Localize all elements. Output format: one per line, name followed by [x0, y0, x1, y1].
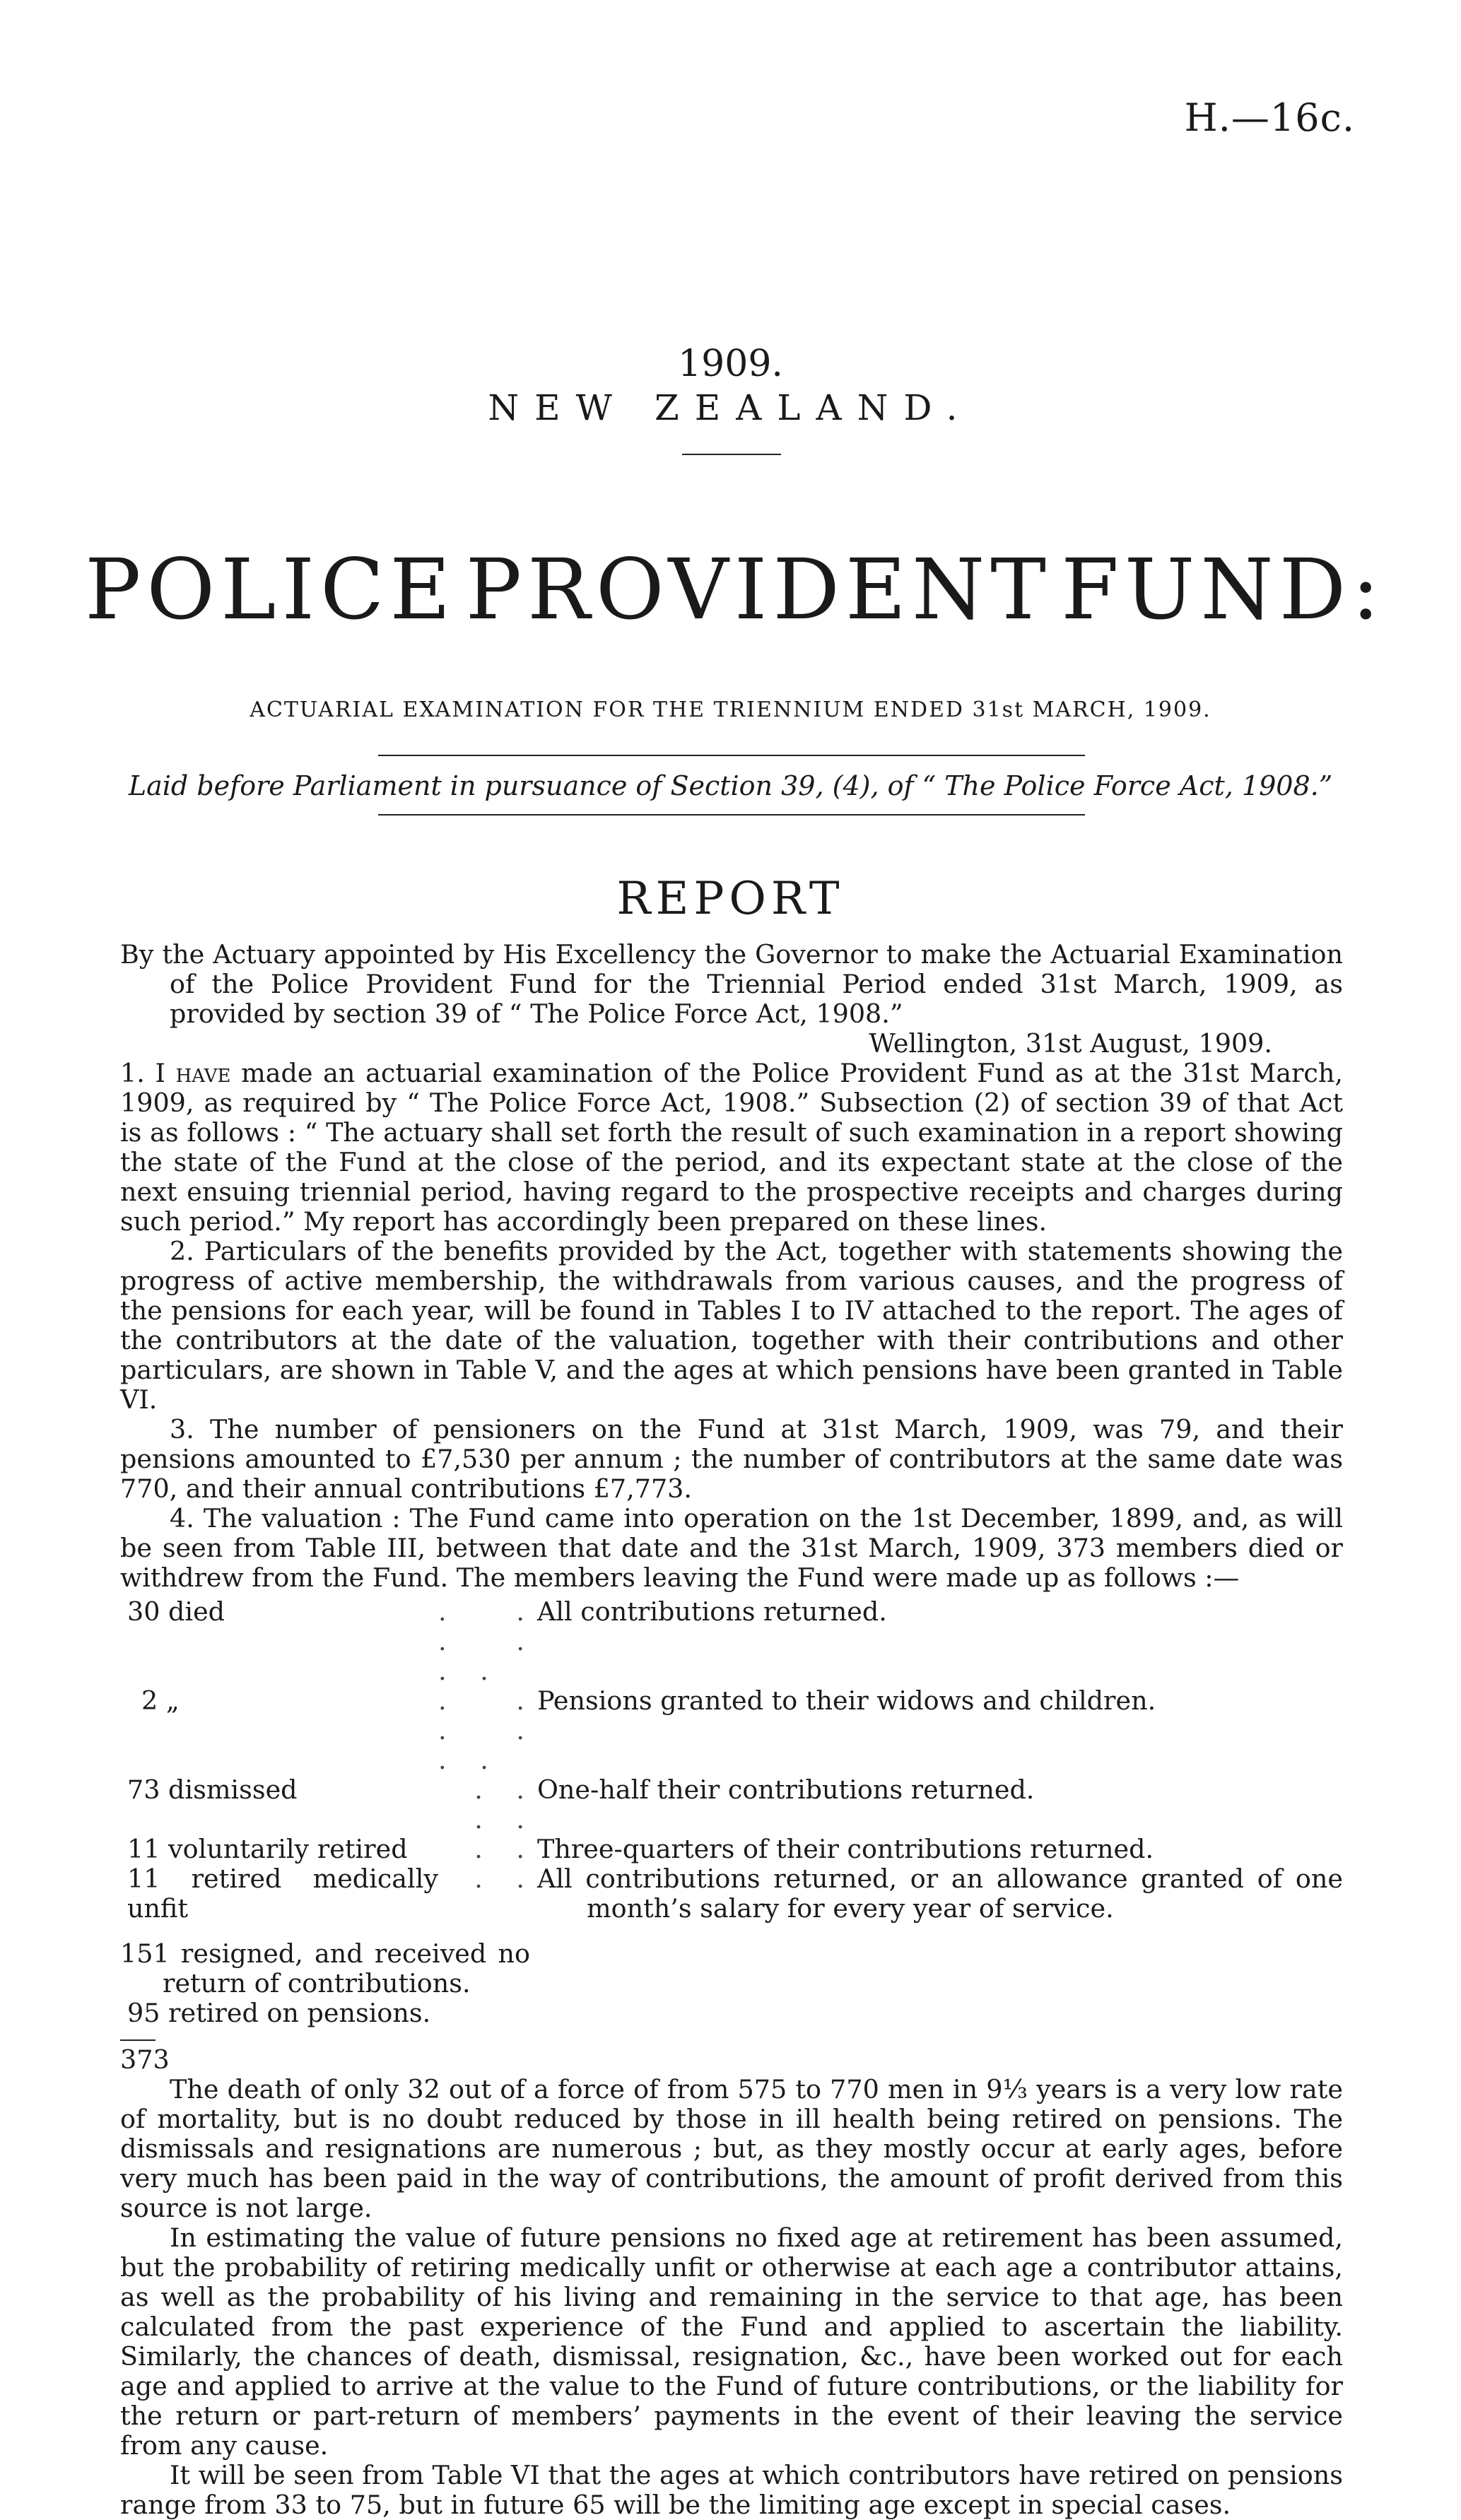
- year: 1909.: [678, 343, 783, 385]
- paragraph-4: 4. The valuation : The Fund came into operation on the 1st December, 1899, and, as will be seen from Table III, between that date and the 31st March, 1909, 373 members died or withdrew from the Fund. The members leaving the Fund were made up as follows :—: [120, 1503, 1343, 1593]
- paragraph-5: The death of only 32 out of a force of from 575 to 770 men in 9⅓ years is a very low rate of mortality, but is no doubt reduced by those in ill health being retired on pensions. The dismissals and resignations are numerous ; but, as they mostly occur at early ages, before very much has been paid in the way of contributions, the amount of profit derived from this source is not large.: [120, 2074, 1343, 2223]
- table-row: 11 retired medically unfit . . All contributions returned, or an allowance granted of one month’s salary for every year of service.: [127, 1863, 1343, 1924]
- paragraph-2: 2. Particulars of the benefits provided by the Act, together with statements showing the progress of active membership, the withdrawals from various causes, and the progress of the pensions for each year, will be found in Tables I to IV attached to the report. The ages of the contributors at the date of the valuation, together with their contributions and other particulars, are shown in Table V, and the ages at which pensions have been granted in Table VI.: [120, 1236, 1343, 1415]
- title-word-2: PROVIDENT: [465, 541, 1052, 638]
- report-body: [120, 940, 1343, 2520]
- subtitle: ACTUARIAL EXAMINATION FOR THE TRIENNIUM ENDED 31st MARCH, 1909.: [250, 697, 1211, 722]
- members-table: [120, 1597, 1343, 1924]
- title-word-1: POLICE: [85, 541, 457, 638]
- document-reference: H.—16c.: [1184, 95, 1355, 140]
- country: NEW ZEALAND.: [488, 387, 973, 428]
- table-row: 11 voluntarily retired . . Three-quarters of their contributions returned.: [127, 1834, 1154, 1864]
- table-row: 73 dismissed . . . . One-half their contributions returned.: [127, 1774, 1035, 1835]
- title-word-3: FUND:: [1061, 541, 1385, 638]
- page-title: [85, 541, 1385, 638]
- retired-pensions-line: 95 retired on pensions.: [127, 1998, 431, 2028]
- short-divider: [682, 454, 781, 455]
- paragraph-1: 1. I have made an actuarial examination of the Police Provident Fund as at the 31st March, 1909, as required by “ The Police Force Act, 1908.” Subsection (2) of section 39 of that Act is as follows : “ The actuary shall set forth the result of such examination in a report showing the state of the Fund at the close of the period, and its expectant state at the close of the next ensuing triennial period, having regard to the prospective receipts and charges during such period.” My report has accordingly been prepared on these lines.: [120, 1058, 1343, 1237]
- report-heading: REPORT: [616, 873, 845, 925]
- paragraph-6: In estimating the value of future pensions no fixed age at retirement has been assumed, but the probability of retiring medically unfit or otherwise at each age a contributor attains, as well as the probability of his living and remaining in the service to that age, has been calculated from the past experience of the Fund and applied to ascertain the liability. Similarly, the chances of death, dismissal, resignation, &c., have been worked out for each age and applied to arrive at the value to the Fund of future contributions, or the liability for the return or part-return of members’ payments in the event of their leaving the service from any cause.: [120, 2222, 1343, 2461]
- place-date: Wellington, 31st August, 1909.: [869, 1028, 1272, 1059]
- divider-bottom: [378, 814, 1085, 816]
- total-rule: [120, 2039, 156, 2041]
- table-row: 30 died . . . . . . All contributions returned.: [127, 1596, 887, 1686]
- report-intro: By the Actuary appointed by His Excellency the Governor to make the Actuarial Examination of the Police Provident Fund for the Triennial Period ended 31st March, 1909, as provided by section 39 of “ The Police Force Act, 1908.”: [120, 939, 1343, 1029]
- paragraph-3: 3. The number of pensioners on the Fund at 31st March, 1909, was 79, and their pensions amounted to £7,530 per annum ; the number of contributors at the same date was 770, and their annual contributions £7,773.: [120, 1414, 1343, 1504]
- laid-before-parliament: Laid before Parliament in pursuance of Section 39, (4), of “ The Police Force Act, 1908.”: [128, 770, 1333, 801]
- resigned-line: 151 resigned, and received no return of contributions.: [120, 1938, 530, 1998]
- table-row: 2 „ . . . . . . Pensions granted to their widows and children.: [141, 1685, 1156, 1775]
- paragraph-7: It will be seen from Table VI that the ages at which contributors have retired on pensions range from 33 to 75, but in future 65 will be the limiting age except in special cases.: [120, 2460, 1343, 2520]
- total-members: 373: [120, 2044, 170, 2075]
- divider-top: [378, 755, 1085, 756]
